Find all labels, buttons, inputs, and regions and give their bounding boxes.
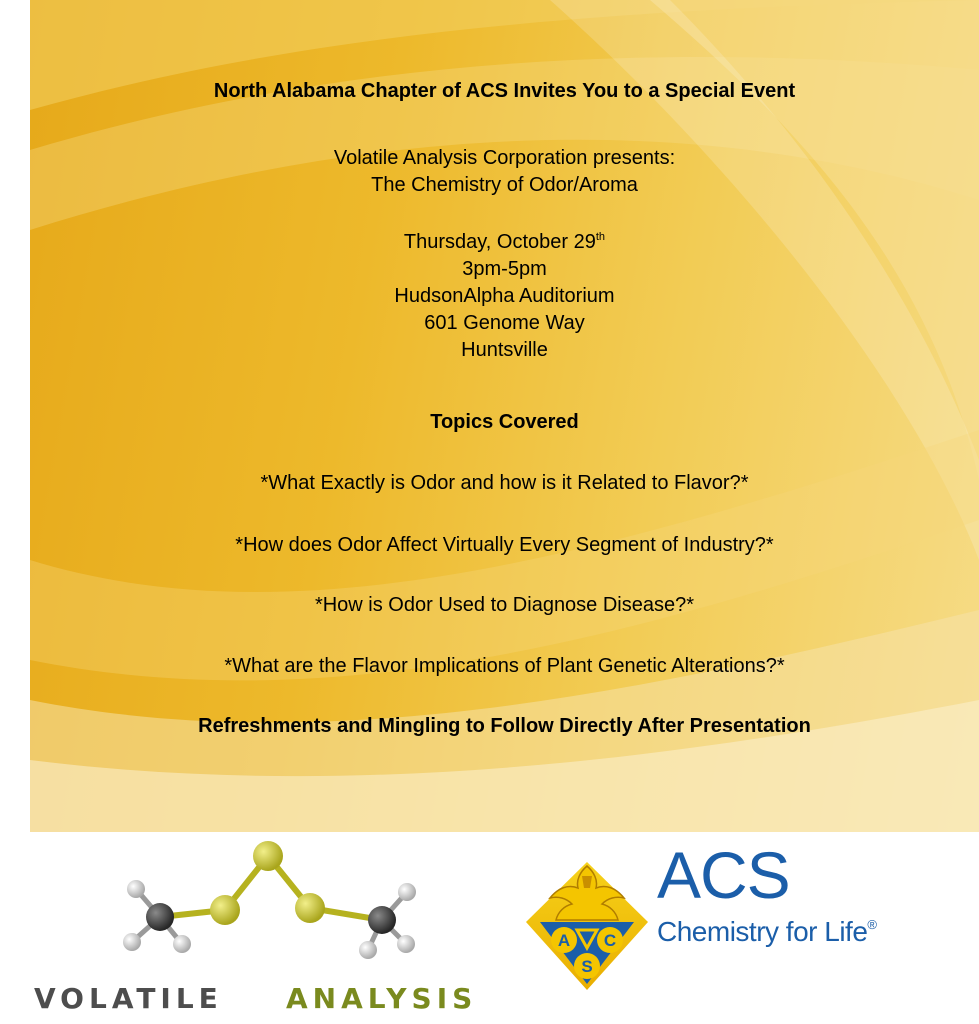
acs-emblem-icon (522, 858, 652, 992)
sponsor-logos (0, 832, 979, 1024)
analysis-wordmark: ANALYSIS (286, 982, 478, 1015)
event-date (30, 230, 979, 254)
acs-tagline (657, 916, 877, 948)
event-date-suffix: th (595, 231, 606, 243)
flyer-text (30, 0, 979, 832)
refreshments-note: Refreshments and Mingling to Follow Directly After Presentation (198, 715, 811, 737)
emblem-letter-s: S (581, 957, 593, 976)
topic-item: *What are the Flavor Implications of Plant Genetic Alterations?* (224, 655, 785, 677)
topic-item: *What Exactly is Odor and how is it Related to Flavor?* (260, 472, 749, 494)
topic-item: *How is Odor Used to Diagnose Disease?* (314, 594, 695, 616)
acs-tagline-text: Chemistry for Life (657, 916, 868, 947)
event-address: 601 Genome Way (424, 312, 585, 334)
event-venue: HudsonAlpha Auditorium (394, 285, 615, 307)
invite-heading: North Alabama Chapter of ACS Invites You to a Special Event (213, 80, 796, 102)
topics-heading: Topics Covered (430, 411, 579, 433)
talk-title: The Chemistry of Odor/Aroma (371, 174, 638, 196)
event-time: 3pm-5pm (462, 258, 547, 280)
presenter-line: Volatile Analysis Corporation presents: (333, 147, 676, 169)
event-date-text: Thursday, October 29 (403, 231, 596, 253)
registered-mark: ® (867, 917, 877, 932)
emblem-letter-c: C (603, 931, 617, 950)
topic-item: *How does Odor Affect Virtually Every Segment of Industry?* (235, 534, 774, 556)
emblem-letter-a: A (557, 931, 571, 950)
event-city: Huntsville (461, 339, 548, 361)
acs-wordmark: ACS (657, 838, 790, 912)
molecule-icon (110, 832, 440, 972)
volatile-wordmark: VOLATILE (34, 982, 223, 1015)
